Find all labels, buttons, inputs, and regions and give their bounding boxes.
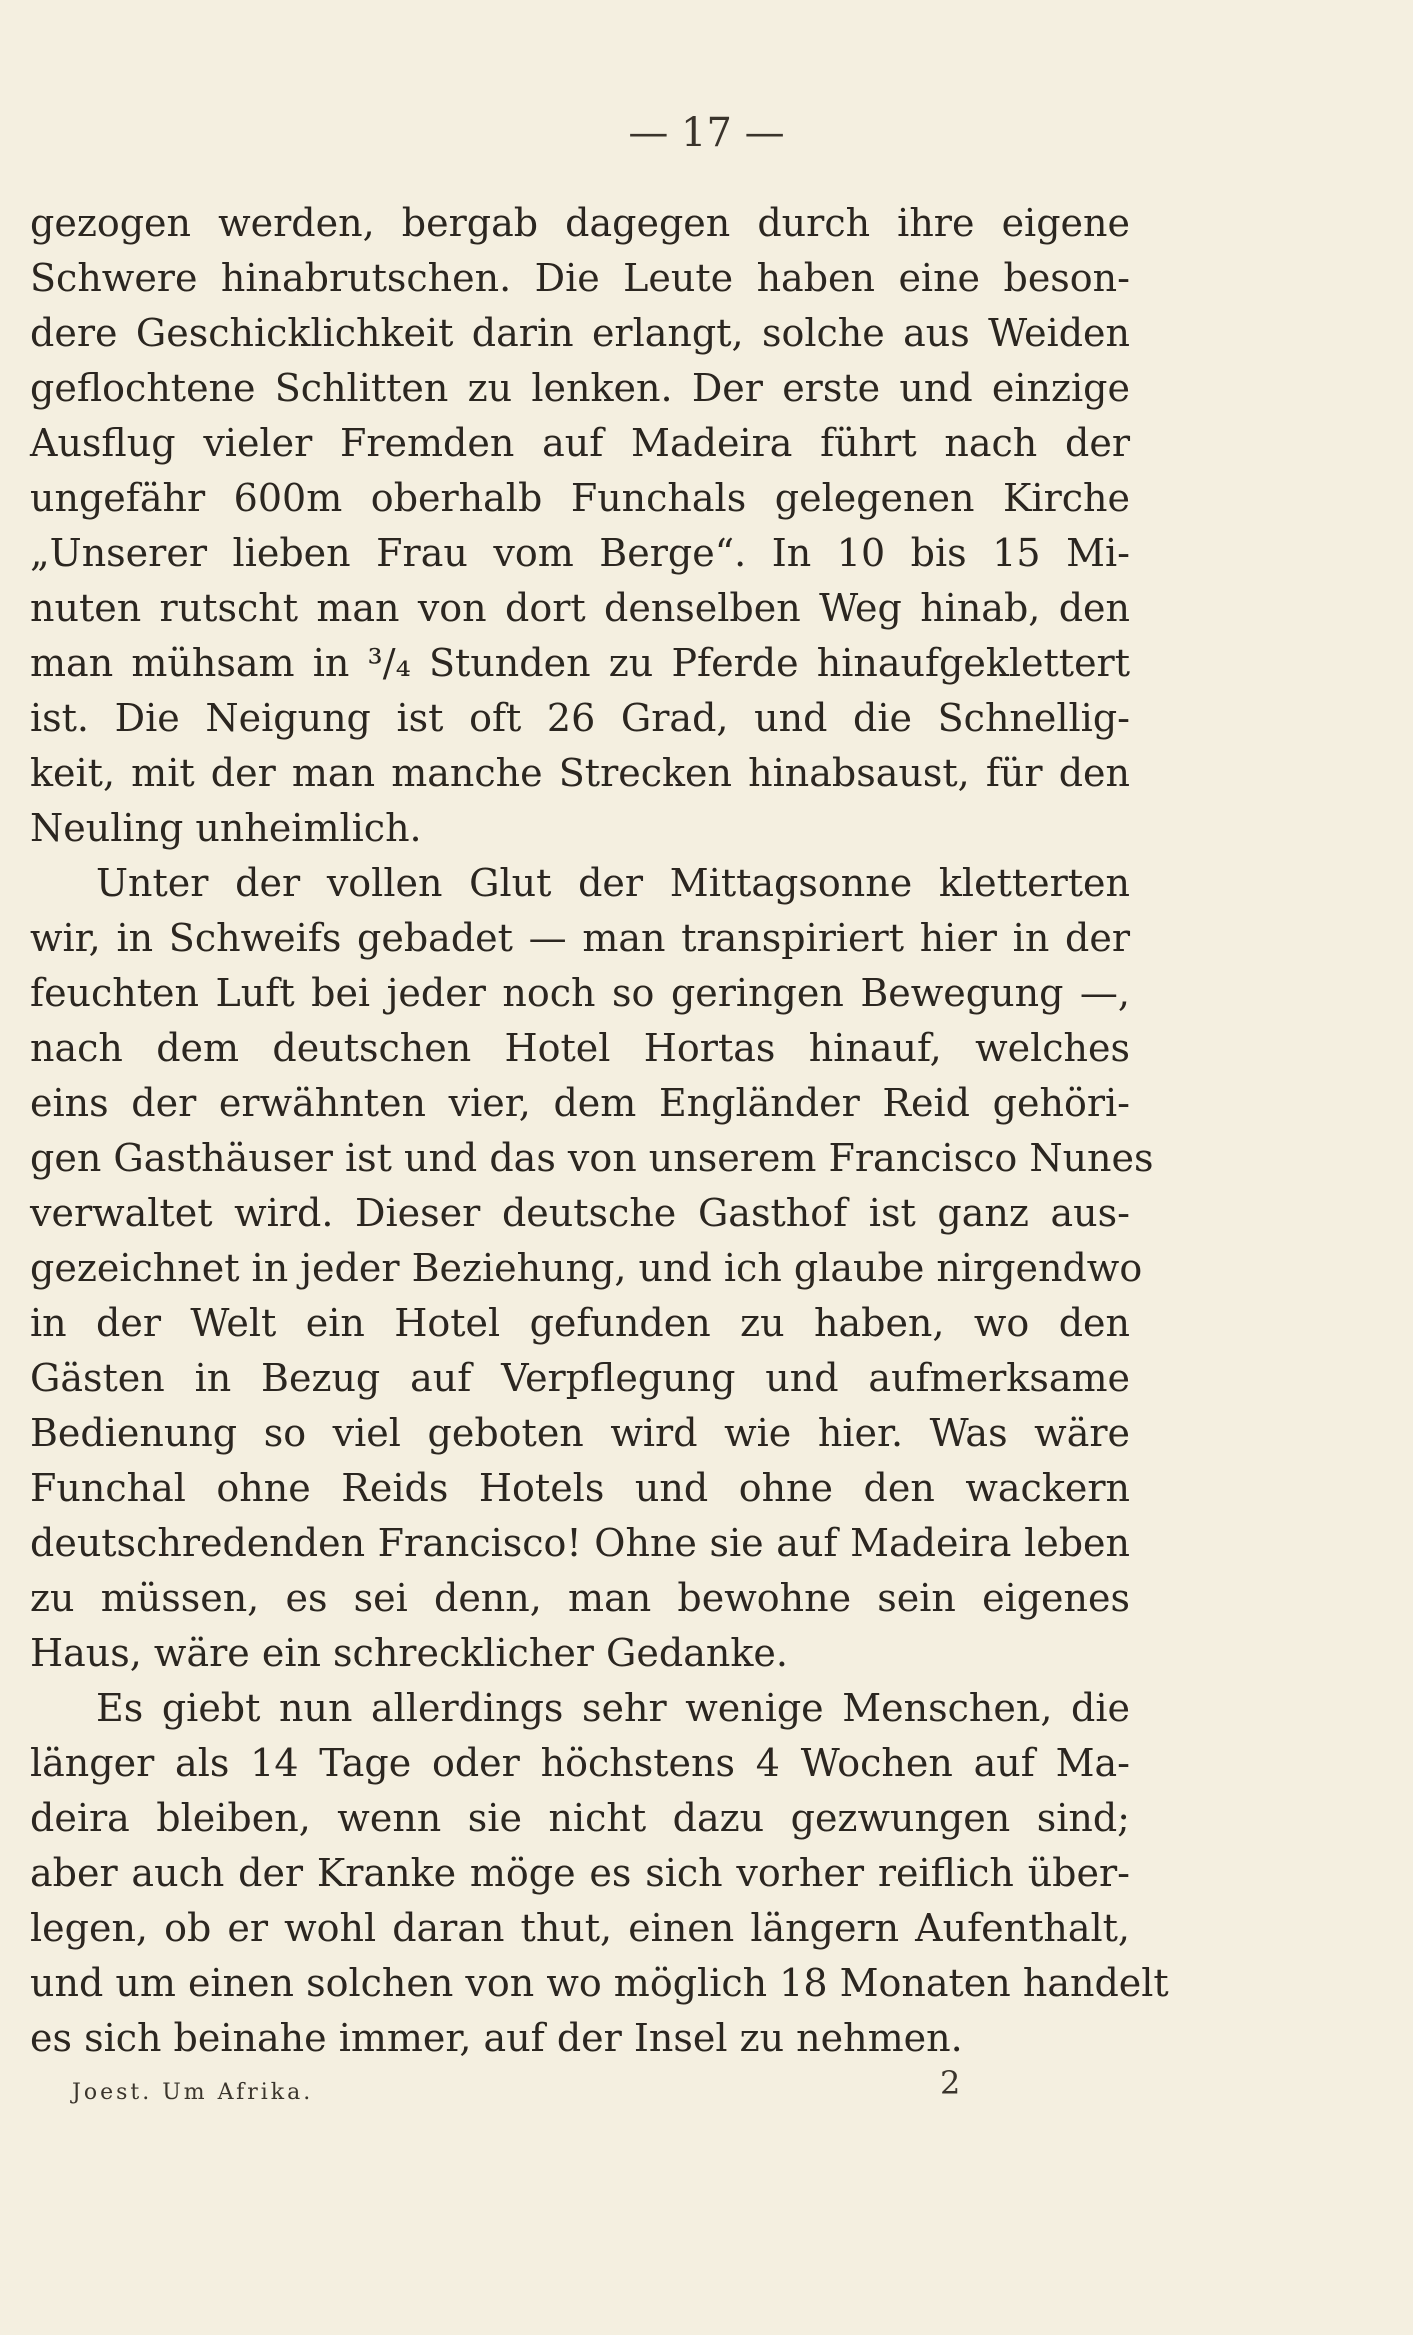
text-line: Gästen in Bezug auf Verpflegung und aufmerksame <box>30 1356 1130 1400</box>
text-line: eins der erwähnten vier, dem Engländer Reid gehöri- <box>30 1081 1130 1125</box>
page-number-header: — 17 — <box>628 110 785 156</box>
text-line: geflochtene Schlitten zu lenken. Der erste und einzige <box>30 366 1130 410</box>
text-line: in der Welt ein Hotel gefunden zu haben, wo den <box>30 1301 1130 1345</box>
text-line: gezogen werden, bergab dagegen durch ihre eigene <box>30 201 1130 245</box>
text-line: gen Gasthäuser ist und das von unserem Francisco Nunes <box>30 1136 1154 1180</box>
sheet-number: 2 <box>940 2064 961 2102</box>
text-line: zu müssen, es sei denn, man bewohne sein eigenes <box>30 1576 1130 1620</box>
text-line: und um einen solchen von wo möglich 18 Monaten handelt <box>30 1961 1169 2005</box>
text-line: legen, ob er wohl daran thut, einen längern Aufenthalt, <box>30 1906 1130 1950</box>
text-line: Schwere hinabrutschen. Die Leute haben eine beson- <box>30 256 1130 300</box>
text-line: ist. Die Neigung ist oft 26 Grad, und die Schnellig- <box>30 696 1130 740</box>
text-line: nuten rutscht man von dort denselben Weg hinab, den <box>30 586 1130 630</box>
text-line: feuchten Luft bei jeder noch so geringen Bewegung —, <box>30 971 1130 1015</box>
text-line: gezeichnet in jeder Beziehung, und ich glaube nirgendwo <box>30 1246 1143 1290</box>
text-line: Unter der vollen Glut der Mittagsonne kletterten <box>96 861 1130 905</box>
text-line: es sich beinahe immer, auf der Insel zu nehmen. <box>30 2016 963 2060</box>
text-line: Funchal ohne Reids Hotels und ohne den wackern <box>30 1466 1130 1510</box>
text-line: aber auch der Kranke möge es sich vorher reiflich über- <box>30 1851 1130 1895</box>
text-line: nach dem deutschen Hotel Hortas hinauf, welches <box>30 1026 1130 1070</box>
text-line: länger als 14 Tage oder höchstens 4 Wochen auf Ma- <box>30 1741 1130 1785</box>
text-line: verwaltet wird. Dieser deutsche Gasthof ist ganz aus- <box>30 1191 1130 1235</box>
body-text <box>30 196 1169 2066</box>
text-line: Es giebt nun allerdings sehr wenige Menschen, die <box>96 1686 1130 1730</box>
text-line: man mühsam in ³/₄ Stunden zu Pferde hinaufgeklettert <box>30 641 1130 685</box>
text-line: ungefähr 600m oberhalb Funchals gelegenen Kirche <box>30 476 1130 520</box>
text-line: wir, in Schweifs gebadet — man transpiriert hier in der <box>30 916 1130 960</box>
text-line: Bedienung so viel geboten wird wie hier. Was wäre <box>30 1411 1130 1455</box>
text-line: dere Geschicklichkeit darin erlangt, solche aus Weiden <box>30 311 1130 355</box>
text-line: deira bleiben, wenn sie nicht dazu gezwungen sind; <box>30 1796 1130 1840</box>
text-line: Neuling unheimlich. <box>30 806 422 850</box>
text-line: Haus, wäre ein schrecklicher Gedanke. <box>30 1631 788 1675</box>
signature-mark: Joest. Um Afrika. <box>72 2080 314 2105</box>
text-line: keit, mit der man manche Strecken hinabsaust, für den <box>30 751 1130 795</box>
text-line: „Unserer lieben Frau vom Berge“. In 10 bis 15 Mi- <box>30 531 1130 575</box>
text-line: deutschredenden Francisco! Ohne sie auf Madeira leben <box>30 1521 1130 1565</box>
text-line: Ausflug vieler Fremden auf Madeira führt nach der <box>30 421 1130 465</box>
